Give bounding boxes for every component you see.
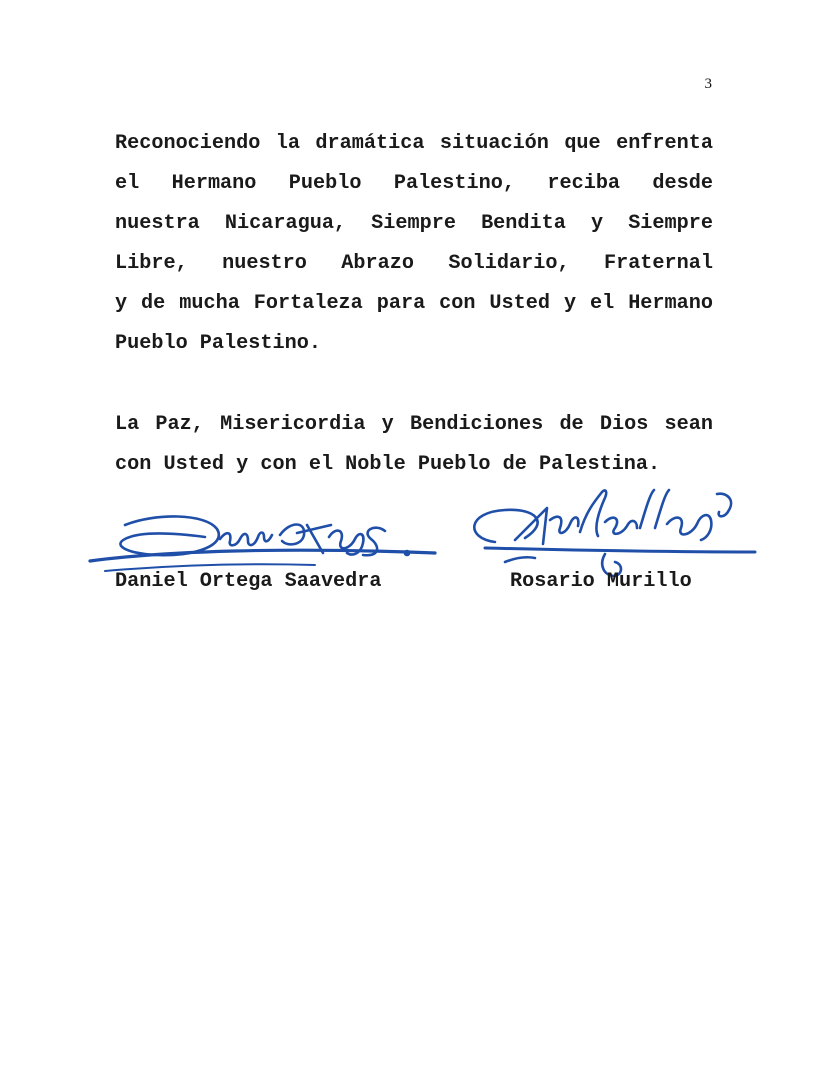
paragraph-line: Libre, nuestro Abrazo Solidario, Fraternal (115, 252, 713, 275)
paragraph-line: Pueblo Palestino. (115, 332, 321, 355)
paragraph-line: nuestra Nicaragua, Siempre Bendita y Siempre (115, 212, 713, 235)
signer-name-left: Daniel Ortega Saavedra (115, 570, 382, 593)
paragraph-line: y de mucha Fortaleza para con Usted y el Hermano (115, 292, 713, 315)
paragraph-line: el Hermano Pueblo Palestino, reciba desde (115, 172, 713, 195)
paragraph-line: Reconociendo la dramática situación que enfrenta (115, 132, 713, 155)
paragraph-line: con Usted y con el Noble Pueblo de Palestina. (115, 453, 661, 476)
paragraph-line: La Paz, Misericordia y Bendiciones de Dios sean (115, 413, 713, 436)
signer-name-right: Rosario Murillo (510, 570, 692, 593)
page-number: 3 (704, 76, 712, 92)
paragraph-solidarity (115, 124, 713, 364)
